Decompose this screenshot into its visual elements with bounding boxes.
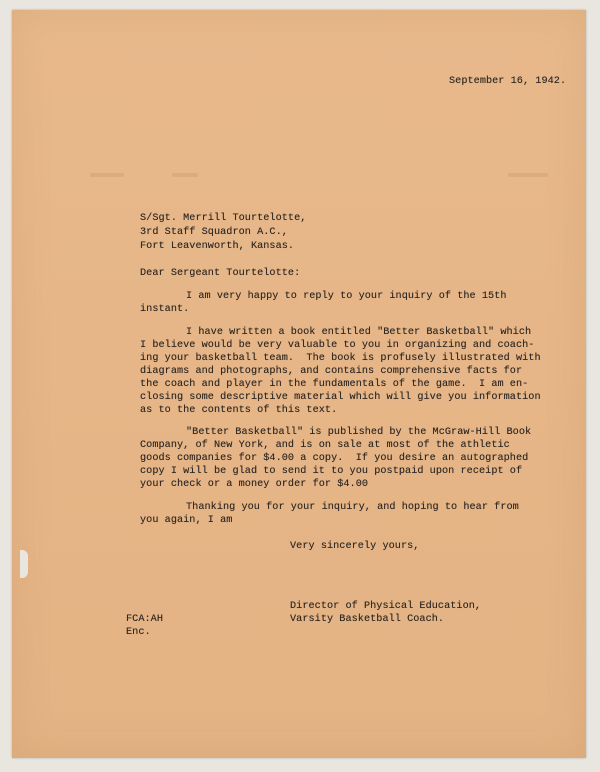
paragraph-2-line: closing some descriptive material which will give you information	[140, 392, 541, 403]
paragraph-4-line: you again, I am	[140, 515, 233, 526]
recipient-name: S/Sgt. Merrill Tourtelotte,	[140, 213, 307, 224]
bleed-through-mark	[90, 173, 124, 177]
paragraph-4-line: Thanking you for your inquiry, and hoping to hear from	[186, 502, 519, 513]
paragraph-1-line: I am very happy to reply to your inquiry of the 15th	[186, 291, 507, 302]
reference-initials: FCA:AH	[126, 614, 163, 625]
paragraph-3-line: goods companies for $4.00 a copy. If you desire an autographed	[140, 453, 529, 464]
paragraph-2-line: I believe would be very valuable to you in organizing and coach-	[140, 340, 535, 351]
bleed-through-mark	[172, 173, 198, 177]
signature-title: Varsity Basketball Coach.	[290, 614, 445, 625]
paragraph-2-line: ing your basketball team. The book is profusely illustrated with	[140, 353, 541, 364]
signature-title: Director of Physical Education,	[290, 601, 482, 612]
paragraph-2-line: diagrams and photographs, and contains comprehensive facts for	[140, 366, 523, 377]
enclosure-note: Enc.	[126, 627, 151, 638]
paragraph-2-line: I have written a book entitled "Better Basketball" which	[186, 327, 532, 338]
paragraph-3-line: copy I will be glad to send it to you postpaid upon receipt of	[140, 466, 523, 477]
letter-sheet	[12, 10, 586, 758]
paragraph-1-line: instant.	[140, 304, 190, 315]
recipient-unit: 3rd Staff Squadron A.C.,	[140, 227, 288, 238]
bleed-through-mark	[508, 173, 548, 177]
paragraph-3-line: "Better Basketball" is published by the McGraw-Hill Book	[186, 427, 532, 438]
paragraph-2-line: as to the contents of this text.	[140, 405, 338, 416]
paragraph-3-line: your check or a money order for $4.00	[140, 479, 369, 490]
salutation: Dear Sergeant Tourtelotte:	[140, 268, 301, 279]
letter-date: September 16, 1942.	[449, 76, 567, 87]
paper-notch	[20, 550, 28, 578]
recipient-location: Fort Leavenworth, Kansas.	[140, 241, 295, 252]
closing: Very sincerely yours,	[290, 541, 420, 552]
paragraph-3-line: Company, of New York, and is on sale at most of the athletic	[140, 440, 510, 451]
paragraph-2-line: the coach and player in the fundamentals of the game. I am en-	[140, 379, 529, 390]
